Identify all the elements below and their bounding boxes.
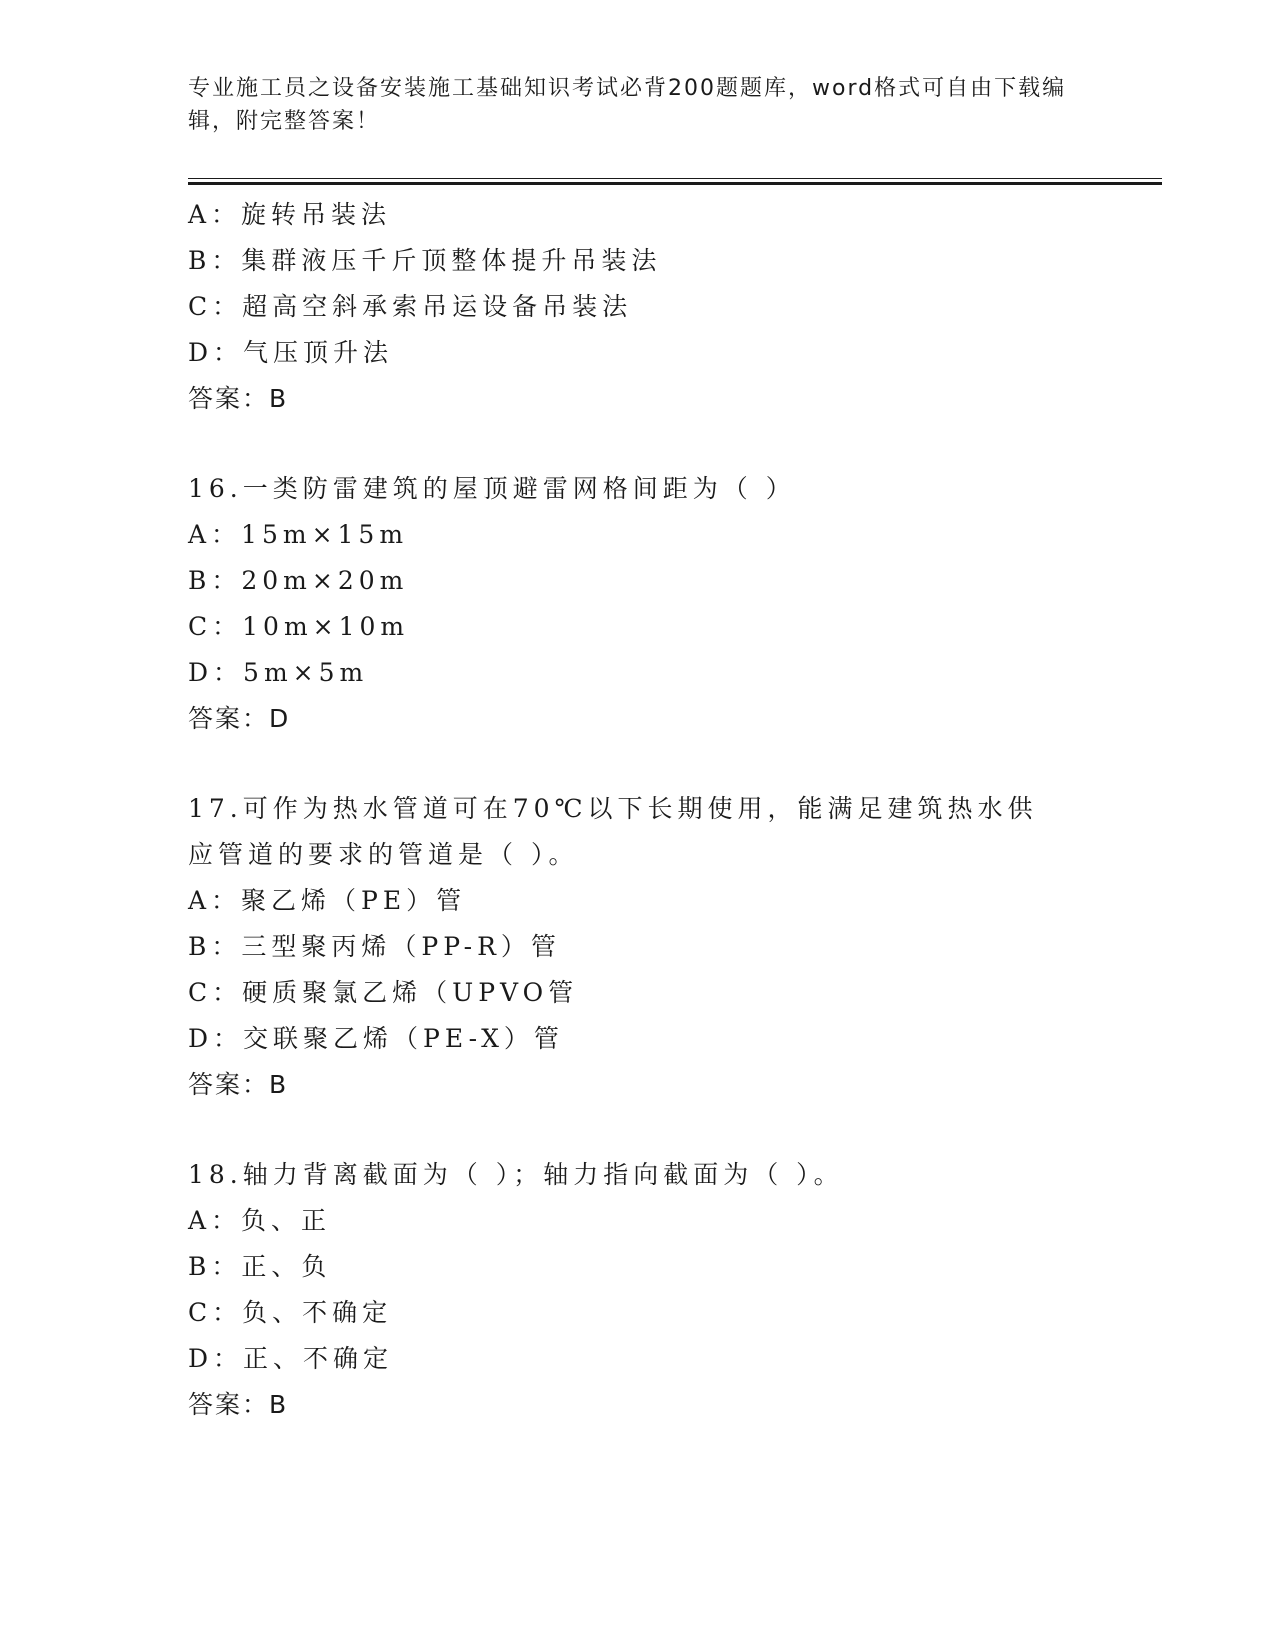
option-b: B：集群液压千斤顶整体提升吊装法 <box>188 246 662 275</box>
option-a: A：15m×15m <box>188 520 409 549</box>
option-d: D：正、不确定 <box>188 1344 394 1373</box>
option-c: C：10m×10m <box>188 612 410 641</box>
option-b: B：20m×20m <box>188 566 409 595</box>
option-b: B：正、负 <box>188 1252 332 1281</box>
option-a: A：负、正 <box>188 1206 332 1235</box>
option-b: B：三型聚丙烯（PP-R）管 <box>188 932 561 961</box>
answer-text: 答案：B <box>188 384 289 413</box>
option-d: D：5m×5m <box>188 658 369 687</box>
answer-text: 答案：B <box>188 1390 289 1419</box>
answer-text: 答案：B <box>188 1070 289 1099</box>
option-d: D：交联聚乙烯（PE-X）管 <box>188 1024 564 1053</box>
header-divider-thick <box>188 182 1162 185</box>
question-block <box>188 786 1088 1108</box>
answer-text: 答案：D <box>188 704 291 733</box>
option-d: D：气压顶升法 <box>188 338 394 367</box>
option-c: C：硬质聚氯乙烯（UPVO管 <box>188 978 579 1007</box>
question-block <box>188 1152 1088 1428</box>
question-text: 18.轴力背离截面为（ ）；轴力指向截面为（ ）。 <box>188 1160 844 1189</box>
option-c: C：负、不确定 <box>188 1298 393 1327</box>
question-block <box>188 466 1088 742</box>
option-a: A：聚乙烯（PE）管 <box>188 886 467 915</box>
question-block <box>188 192 1088 422</box>
option-a: A：旋转吊装法 <box>188 200 392 229</box>
question-list <box>188 192 1088 1428</box>
header-divider-thin <box>188 178 1162 179</box>
document-header: 专业施工员之设备安装施工基础知识考试必背200题题库，word格式可自由下载编辑，附完整答案！ <box>188 76 1067 134</box>
question-text: 16.一类防雷建筑的屋顶避雷网格间距为（ ） <box>188 474 796 503</box>
option-c: C：超高空斜承索吊运设备吊装法 <box>188 292 633 321</box>
question-text: 17.可作为热水管道可在70℃以下长期使用，能满足建筑热水供应管道的要求的管道是（ ）。 <box>188 794 1038 869</box>
